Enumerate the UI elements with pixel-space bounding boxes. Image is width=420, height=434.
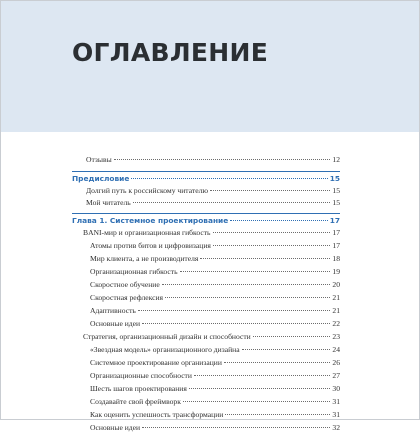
dot-leader bbox=[213, 239, 331, 246]
dot-leader bbox=[224, 356, 330, 363]
toc-entry-text: Создавайте свой фреймворк bbox=[90, 397, 181, 406]
dot-leader bbox=[189, 382, 331, 389]
page-title: ОГЛАВЛЕНИЕ bbox=[72, 38, 269, 67]
toc-entry-text: Отзывы bbox=[86, 155, 112, 164]
toc-entry-text: Системное проектирование организации bbox=[90, 358, 222, 367]
toc-entry-page: 31 bbox=[332, 397, 340, 406]
dot-leader bbox=[114, 153, 331, 160]
toc-entry bbox=[72, 305, 340, 317]
toc-entry bbox=[72, 253, 340, 265]
toc-entry bbox=[72, 266, 340, 278]
toc-entry-page: 20 bbox=[332, 280, 340, 289]
toc-entry-page: 21 bbox=[332, 306, 340, 315]
toc-entry bbox=[72, 396, 340, 408]
dot-leader bbox=[194, 369, 330, 376]
dot-leader bbox=[162, 278, 331, 285]
toc-entry-text: Предисловие bbox=[72, 174, 130, 183]
toc-entry bbox=[72, 154, 340, 166]
toc-entry-page: 30 bbox=[332, 384, 340, 393]
toc-entry bbox=[72, 383, 340, 395]
toc-entry-text: Стратегия, организационный дизайн и способности bbox=[83, 332, 251, 341]
toc-entry-page: 12 bbox=[332, 155, 340, 164]
toc-entry-text: Адаптивность bbox=[90, 306, 136, 315]
toc-entry-page: 22 bbox=[332, 319, 340, 328]
toc-entry-text: Как оценить успешность трансформации bbox=[90, 410, 224, 419]
toc-entry-page: 17 bbox=[329, 216, 340, 225]
toc-entry bbox=[72, 409, 340, 421]
toc-entry-text: Основные идеи bbox=[90, 319, 141, 328]
dot-leader bbox=[142, 421, 330, 428]
toc-entry-text: Мой читатель bbox=[86, 198, 131, 207]
toc-entry-page: 21 bbox=[332, 293, 340, 302]
toc-entry bbox=[72, 422, 340, 434]
dot-leader bbox=[180, 265, 331, 272]
toc-entry-text: «Звездная модель» организационного дизайна bbox=[90, 345, 240, 354]
toc-entry-text: Мир клиента, а не производителя bbox=[90, 254, 199, 263]
toc-entry-page: 17 bbox=[332, 241, 340, 250]
toc-entry-text: Организационные способности bbox=[90, 371, 192, 380]
toc-entry bbox=[72, 227, 340, 239]
dot-leader bbox=[142, 317, 330, 324]
dot-leader bbox=[230, 214, 327, 221]
dot-leader bbox=[210, 184, 330, 191]
toc-entry-text: Основные идеи bbox=[90, 423, 141, 432]
toc-entry bbox=[72, 318, 340, 330]
toc-entry-page: 15 bbox=[332, 198, 340, 207]
toc-entry-text: Скоростная рефлексия bbox=[90, 293, 164, 302]
toc-entry bbox=[72, 344, 340, 356]
dot-leader bbox=[165, 291, 330, 298]
toc-entry-text: Шесть шагов проектирования bbox=[90, 384, 187, 393]
dot-leader bbox=[213, 226, 331, 233]
dot-leader bbox=[138, 304, 331, 311]
toc-entry-page: 24 bbox=[332, 345, 340, 354]
toc-entry bbox=[72, 240, 340, 252]
toc-entry-text: Атомы против битов и цифровизация bbox=[90, 241, 211, 250]
toc-entry-text: Долгий путь к российскому читателю bbox=[86, 186, 209, 195]
dot-leader bbox=[242, 343, 331, 350]
toc-entry-page: 18 bbox=[332, 254, 340, 263]
toc-entry-page: 23 bbox=[332, 332, 340, 341]
toc-entry-page: 32 bbox=[332, 423, 340, 432]
toc-entry-text: BANI-мир и организационная гибкость bbox=[83, 228, 211, 237]
dot-leader bbox=[253, 330, 331, 337]
dot-leader bbox=[200, 252, 330, 259]
toc-entry bbox=[72, 370, 340, 382]
toc-entry bbox=[72, 357, 340, 369]
toc-entry-page: 19 bbox=[332, 267, 340, 276]
toc-entry bbox=[72, 331, 340, 343]
toc-entry-page: 27 bbox=[332, 371, 340, 380]
toc-entry-text: Глава 1. Системное проектирование bbox=[72, 216, 229, 225]
toc-entry bbox=[72, 279, 340, 291]
dot-leader bbox=[225, 408, 330, 415]
toc-entry-text: Скоростное обучение bbox=[90, 280, 160, 289]
toc-entry-text: Организационная гибкость bbox=[90, 267, 178, 276]
toc-entry-page: 15 bbox=[329, 174, 340, 183]
toc-entry bbox=[72, 197, 340, 209]
dot-leader bbox=[183, 395, 331, 402]
toc-entry-page: 31 bbox=[332, 410, 340, 419]
toc-entry-page: 15 bbox=[332, 186, 340, 195]
toc-entry bbox=[72, 292, 340, 304]
toc-entry-page: 26 bbox=[332, 358, 340, 367]
toc-entry-page: 17 bbox=[332, 228, 340, 237]
dot-leader bbox=[133, 196, 331, 203]
dot-leader bbox=[131, 172, 327, 179]
